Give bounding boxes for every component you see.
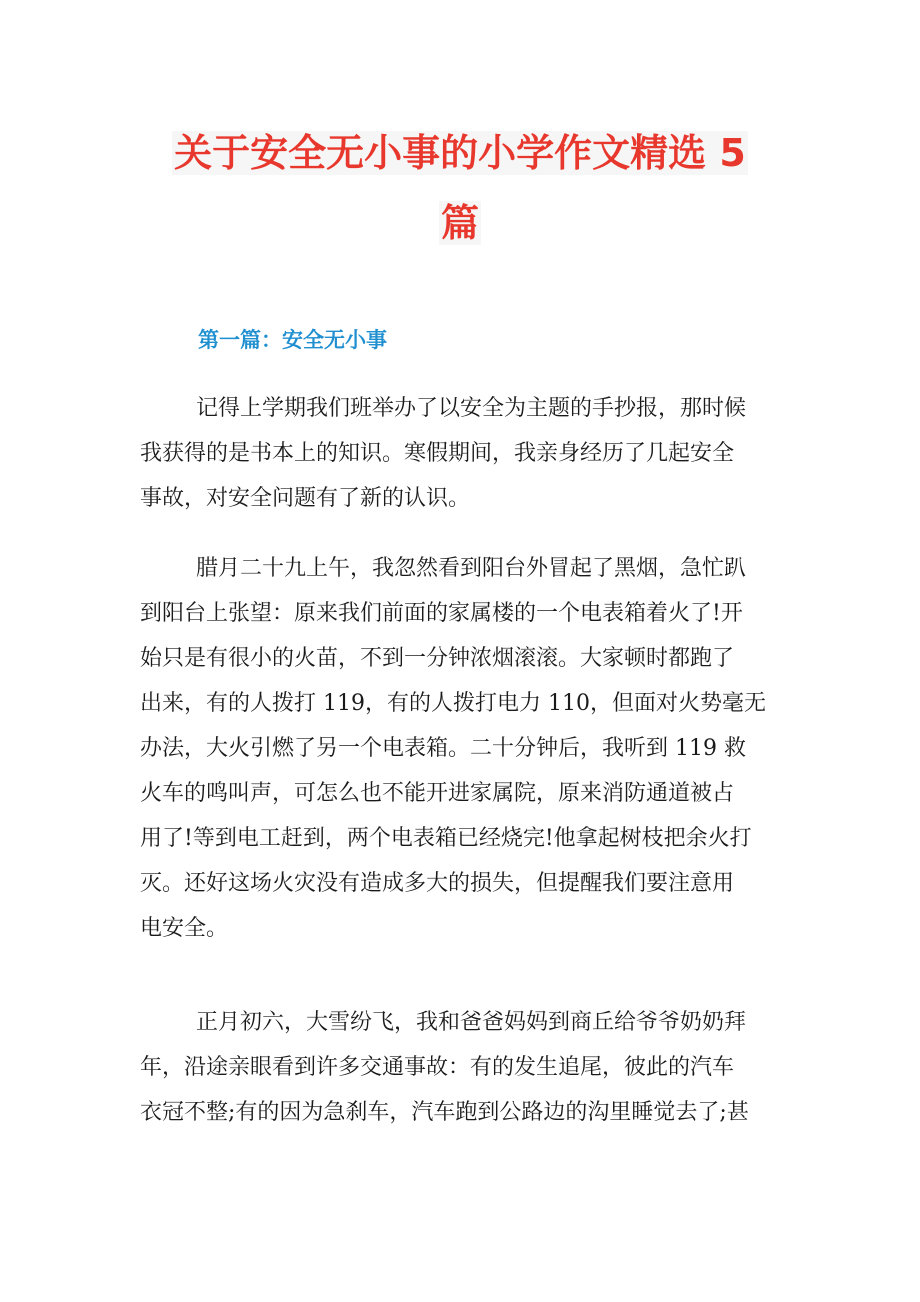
paragraph-line: 出来，有的人拨打 119，有的人拨打电力 110，但面对火势毫无 — [140, 691, 766, 716]
paragraph-line: 用了!等到电工赶到，两个电表箱已经烧完!他拿起树枝把余火打 — [140, 826, 752, 851]
document-title — [140, 118, 780, 258]
paragraph-line: 正月初六，大雪纷飞，我和爸爸妈妈到商丘给爷爷奶奶拜 — [196, 1010, 747, 1035]
title-line-1: 关于安全无小事的小学作文精选 5 — [174, 131, 746, 175]
paragraph-line: 始只是有很小的火苗，不到一分钟浓烟滚滚。大家顿时都跑了 — [140, 646, 735, 671]
paragraph-3 — [140, 1000, 749, 1135]
paragraph-line: 我获得的是书本上的知识。寒假期间，我亲身经历了几起安全 — [140, 441, 735, 466]
paragraph-line: 衣冠不整;有的因为急刹车，汽车跑到公路边的沟里睡觉去了;甚 — [140, 1100, 749, 1125]
title-line-2: 篇 — [440, 201, 479, 245]
paragraph-line: 电安全。 — [140, 916, 229, 941]
paragraph-line: 火车的鸣叫声，可怎么也不能开进家属院，原来消防通道被占 — [140, 781, 735, 806]
paragraph-line: 办法，大火引燃了另一个电表箱。二十分钟后，我听到 119 救 — [140, 736, 746, 761]
paragraph-line: 到阳台上张望：原来我们前面的家属楼的一个电表箱着火了!开 — [140, 601, 743, 626]
paragraph-line: 事故，对安全问题有了新的认识。 — [140, 486, 471, 511]
section-heading: 第一篇：安全无小事 — [198, 328, 387, 352]
paragraph-1 — [140, 386, 746, 521]
paragraph-line: 记得上学期我们班举办了以安全为主题的手抄报，那时候 — [196, 396, 747, 421]
paragraph-2 — [140, 546, 766, 951]
paragraph-line: 年，沿途亲眼看到许多交通事故：有的发生追尾，彼此的汽车 — [140, 1055, 735, 1080]
paragraph-line: 灭。还好这场火灾没有造成多大的损失，但提醒我们要注意用 — [140, 871, 735, 896]
paragraph-line: 腊月二十九上午，我忽然看到阳台外冒起了黑烟，急忙趴 — [196, 556, 747, 581]
